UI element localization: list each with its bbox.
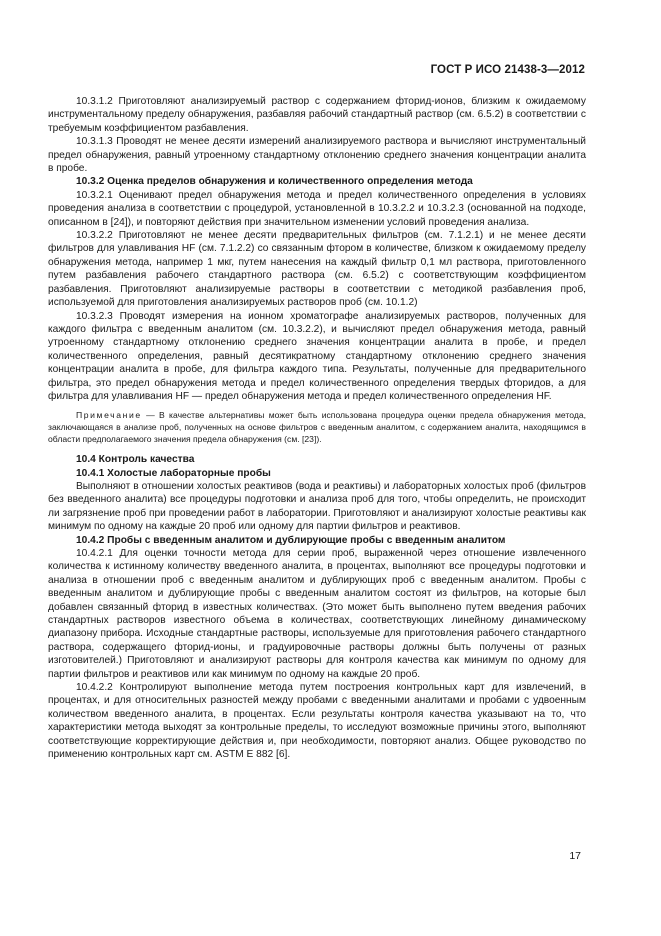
paragraph-10-3-2-2: 10.3.2.2 Приготовляют не менее десяти предварительных фильтров (см. 7.1.2.1) и не менее десяти фильтров для улавливания HF (см. 7.1.2.2) со связанным фтором в количестве, близком к ожидаемому пределу обнаружения метода, например 1 мкг, путем нанесения на каждый фильтр 0,1 мл раствора, приготовленного путем разбавления рабочего стандартного раствора (см. 6.5.2) с соответствующим коэффициентом разбавления. Приготовляют анализируемые растворы в соответствии с методикой разбавления проб, используемой для приготовления анализируемых растворов проб (см. 10.1.2) [48,230,586,309]
heading-10-4-1: 10.4.1 Холостые лабораторные пробы [76,467,271,479]
heading-10-3-2: 10.3.2 Оценка пределов обнаружения и количественного определения метода [76,176,473,188]
note-text: — В качестве альтернативы может быть использована процедура оценки предела обнаружения метода, заключающаяся в анализе проб, полученных на основе фильтров с введенным аналитом, с содержанием аналита, находящимся в области предполагаемого значения предела обнаружения (см. [23]). [48,410,586,444]
paragraph-10-3-2-1: 10.3.2.1 Оценивают предел обнаружения метода и предел количественного определения в условиях проведения анализа в соответствии с процедурой, установленной в 10.3.2.2 и 10.3.2.3 (основанной на подходе, описанном в [24]), и повторяют действия при значительном изменении условий проведения анализа. [48,189,586,228]
paragraph-10-3-1-2: 10.3.1.2 Приготовляют анализируемый раствор с содержанием фторид-ионов, близким к ожидаемому инструментальному пределу обнаружения, разбавляя рабочий стандартный раствор (см. 6.5.2) в соответствии с требуемым коэффициентом разбавления. [48,96,586,134]
paragraph-10-4-2-1: 10.4.2.1 Для оценки точности метода для серии проб, выраженной через отношение извлеченного количества к истинному количеству введенного аналита, в процентах, выполняют все процедуры подготовки и анализа в отношении проб с введенным аналитом и дублирующих проб с введенным аналитом. Пробы с введенным аналитом и дублирующие пробы с введенным аналитом состоят из фильтров, на которые был добавлен связанный фторид в известных количествах. (Это может быть выполнено путем введения рабочих стандартных растворов известного объема в количествах, соответствующих линейному динамическому диапазону прибора. Исходные стандартные растворы, используемые для приготовления рабочего стандартного раствора, содержащего фторид-ионы, и градуировочные растворы должны быть получены от разных изготовителей.) Приготовляют и анализируют растворы для контроля качества как минимум по одному для партии фильтров и реактивов или как минимум по одному на каждые 20 проб. [48,547,586,680]
paragraph-10-3-1-3: 10.3.1.3 Проводят не менее десяти измерений анализируемого раствора и вычисляют инструментальный предел обнаружения, равный утроенному стандартному отклонению среднего значения концентрации аналита в пробе. [48,136,586,175]
note-label: Примечание [76,410,142,421]
page-number: 17 [569,850,581,862]
standard-header: ГОСТ Р ИСО 21438-3—2012 [430,64,585,76]
heading-10-4-2: 10.4.2 Пробы с введенным аналитом и дублирующие пробы с введенным аналитом [76,534,506,546]
document-body [48,95,586,761]
note-paragraph [48,410,586,445]
paragraph-10-3-2-3: 10.3.2.3 Проводят измерения на ионном хроматографе анализируемых растворов, полученных для каждого фильтра с введенным аналитом (см. 10.3.2.2), и вычисляют предел обнаружения метода, равный утроенному стандартному отклонению среднего значения концентрации аналита в пробе, и предел количественного определения, равный десятикратному стандартному отклонению среднего значения концентрации аналита в пробе, для фильтра каждого типа. Результаты, полученные для предварительного фильтра, это предел обнаружения метода и предел количественного определения твердых фторидов, а для фильтра для улавливания HF — предел обнаружения метода и предел количественного определения HF. [48,310,586,402]
heading-10-4: 10.4 Контроль качества [76,454,195,466]
paragraph-10-4-1: Выполняют в отношении холостых реактивов (вода и реактивы) и лабораторных холостых проб (фильтров без введенного аналита) все процедуры подготовки и анализа проб для того, чтобы определить, не происходит ли загрязнение проб при проведении работ в лаборатории. Приготовляют и анализируют холостые реактивы как минимум по одному на каждые 20 проб или одному для партии фильтров и реактивов. [48,480,586,533]
paragraph-10-4-2-2: 10.4.2.2 Контролируют выполнение метода путем построения контрольных карт для извлечений, в процентах, и для относительных разностей между пробами с введенными аналитами и пробами с удвоенным количеством введенного аналита, в процентах. Если результаты контроля качества указывают на то, что характеристики метода выходят за контрольные пределы, то исследуют возможные причины этого, выполняют соответствующие корректирующие действия и, при необходимости, повторяют анализ. Общее руководство по применению контрольных карт см. ASTM E 882 [6]. [48,682,586,761]
